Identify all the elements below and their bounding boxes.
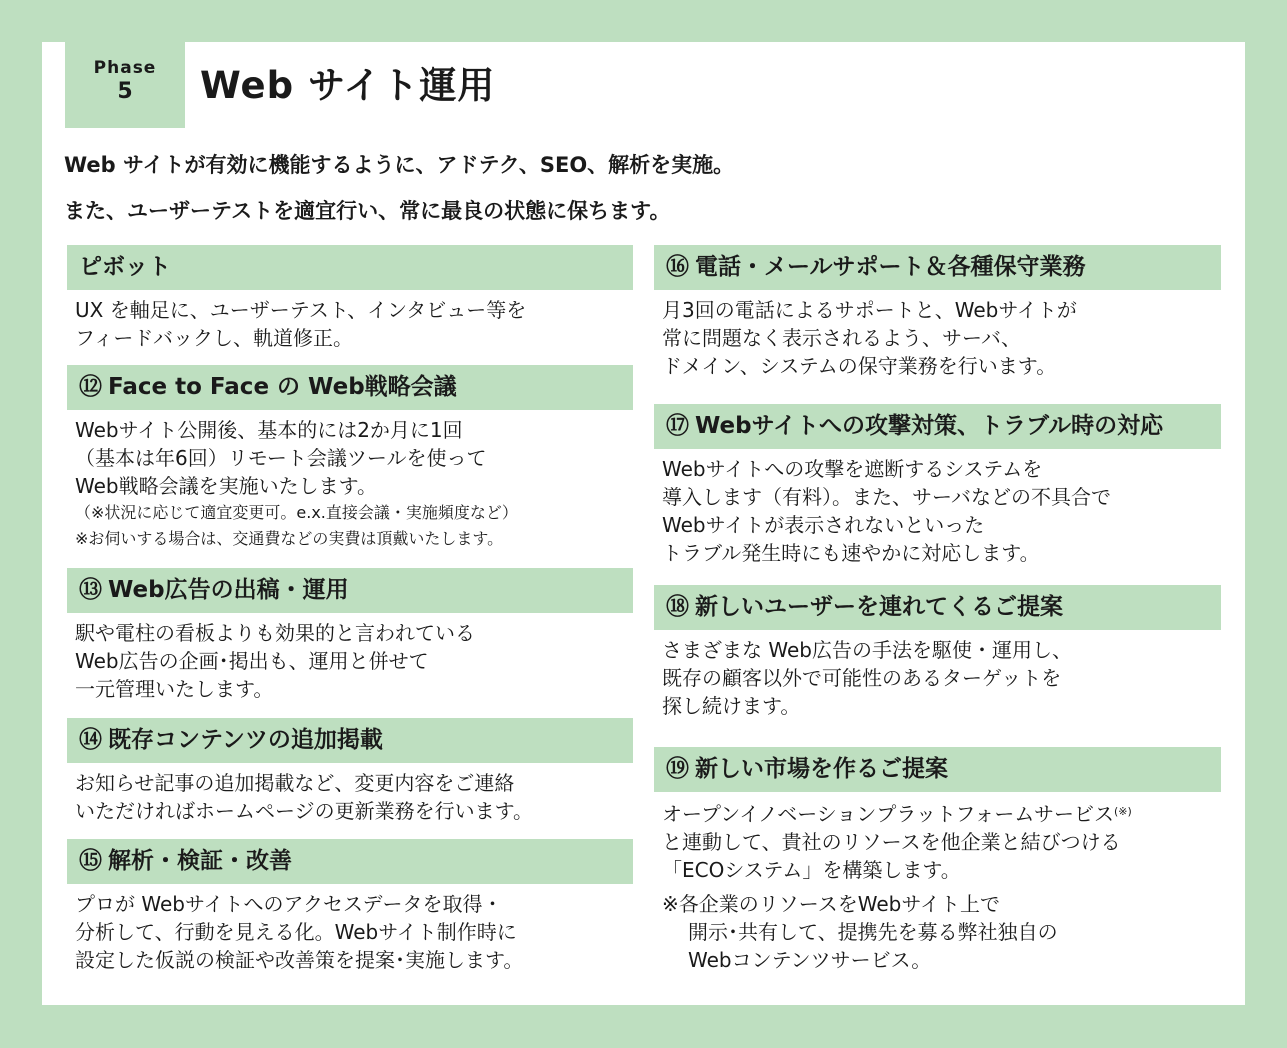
section-number: ⑭ <box>79 727 102 753</box>
footnote-line: ※各企業のリソースをWebサイト上で <box>662 892 1000 916</box>
section-number: ⑰ <box>666 413 689 439</box>
section-body <box>67 410 633 552</box>
section-16 <box>654 245 1221 380</box>
phase-badge <box>65 42 185 128</box>
section-body <box>654 449 1221 567</box>
section-heading <box>67 365 633 410</box>
body-line: いただければホームページの更新業務を行います。 <box>75 799 533 823</box>
section-body <box>654 792 1221 974</box>
phase-label: Phase <box>93 58 157 78</box>
section-body <box>67 763 633 825</box>
section-13 <box>67 568 633 703</box>
section-title: ピボット <box>79 254 171 280</box>
body-line: 一元管理いたします。 <box>75 677 274 701</box>
section-heading <box>67 245 633 290</box>
section-title: 新しいユーザーを連れてくるご提案 <box>695 594 1063 620</box>
body-line: （基本は年6回）リモート会議ツールを使って <box>75 446 487 470</box>
section-pivot <box>67 245 633 352</box>
section-body <box>67 613 633 703</box>
section-heading <box>654 585 1221 630</box>
section-number: ⑲ <box>666 756 689 782</box>
body-line: 分析して、行動を見える化。Webサイト制作時に <box>75 920 517 944</box>
note-line: （※状況に応じて適宜変更可。e.x.直接会議・実施頻度など） <box>75 503 518 522</box>
content-panel <box>42 42 1245 1005</box>
section-number: ⑫ <box>79 374 102 400</box>
body-line: Webサイトへの攻撃を遮断するシステムを <box>662 457 1043 481</box>
section-heading <box>67 568 633 613</box>
section-number: ⑯ <box>666 254 689 280</box>
section-title: 解析・検証・改善 <box>108 848 292 874</box>
section-18 <box>654 585 1221 720</box>
body-line: プロが Webサイトへのアクセスデータを取得・ <box>75 892 503 916</box>
body-line: と連動して、貴社のリソースを他企業と結びつける <box>662 830 1121 854</box>
body-line: 常に問題なく表示されるよう、サーバ、 <box>662 326 1021 350</box>
section-title: 電話・メールサポート＆各種保守業務 <box>695 254 1086 280</box>
section-15 <box>67 839 633 974</box>
section-heading <box>654 404 1221 449</box>
body-line: 設定した仮説の検証や改善策を提案･実施します。 <box>75 948 524 972</box>
phase-number: 5 <box>117 79 133 104</box>
body-line: UX を軸足に、ユーザーテスト、インタビュー等を <box>75 298 527 322</box>
footnote-line: Webコンテンツサービス。 <box>688 948 932 972</box>
body-line: 「ECOシステム」を構築します。 <box>662 858 961 882</box>
section-heading <box>67 839 633 884</box>
body-line: Webサイトが表示されないといった <box>662 513 985 537</box>
body-line: 導入します（有料）。また、サーバなどの不具合で <box>662 485 1111 509</box>
body-line: 駅や電柱の看板よりも効果的と言われている <box>75 621 475 645</box>
intro-line: Web サイトが有効に機能するように、アドテク、SEO、解析を実施。 <box>64 153 735 177</box>
section-number: ⑱ <box>666 594 689 620</box>
body-line: フィードバックし、軌道修正。 <box>75 326 353 350</box>
body-line: 探し続けます。 <box>662 694 801 718</box>
section-number: ⑮ <box>79 848 102 874</box>
section-body <box>654 290 1221 380</box>
section-body <box>67 290 633 352</box>
page-title: Web サイト運用 <box>200 64 496 107</box>
section-heading <box>67 718 633 763</box>
body-line: 月3回の電話によるサポートと、Webサイトが <box>662 298 1077 322</box>
body-line: トラブル発生時にも速やかに対応します。 <box>662 541 1040 565</box>
body-line-text: オープンイノベーションプラットフォームサービス <box>662 802 1114 826</box>
section-title: Face to Face の Web戦略会議 <box>108 374 457 400</box>
body-line: お知らせ記事の追加掲載など、変更内容をご連絡 <box>75 771 515 795</box>
section-title: Webサイトへの攻撃対策、トラブル時の対応 <box>695 413 1164 439</box>
intro-text <box>64 142 1224 234</box>
body-line: ドメイン、システムの保守業務を行います。 <box>662 354 1057 378</box>
note-line: ※お伺いする場合は、交通費などの実費は頂戴いたします。 <box>75 529 504 548</box>
body-line: Web戦略会議を実施いたします。 <box>75 474 378 498</box>
section-title: 既存コンテンツの追加掲載 <box>108 727 383 753</box>
body-line: さまざまな Web広告の手法を駆使・運用し、 <box>662 638 1072 662</box>
section-heading <box>654 245 1221 290</box>
section-19 <box>654 747 1221 974</box>
section-17 <box>654 404 1221 567</box>
section-12 <box>67 365 633 552</box>
body-line: 既存の顧客以外で可能性のあるターゲットを <box>662 666 1062 690</box>
section-number: ⑬ <box>79 577 102 603</box>
section-body <box>654 630 1221 720</box>
footnote-marker: (※) <box>1114 805 1132 818</box>
footnote-line: 開示･共有して、提携先を募る弊社独自の <box>688 920 1058 944</box>
section-title: Web広告の出稿・運用 <box>108 577 349 603</box>
footnote <box>662 890 1221 974</box>
section-14 <box>67 718 633 825</box>
body-line: Web広告の企画･掲出も、運用と併せて <box>75 649 429 673</box>
body-line <box>662 798 1221 828</box>
intro-line: また、ユーザーテストを適宜行い、常に最良の状態に保ちます。 <box>64 199 671 223</box>
body-line: Webサイト公開後、基本的には2か月に1回 <box>75 418 463 442</box>
section-title: 新しい市場を作るご提案 <box>695 756 948 782</box>
section-heading <box>654 747 1221 792</box>
section-body <box>67 884 633 974</box>
